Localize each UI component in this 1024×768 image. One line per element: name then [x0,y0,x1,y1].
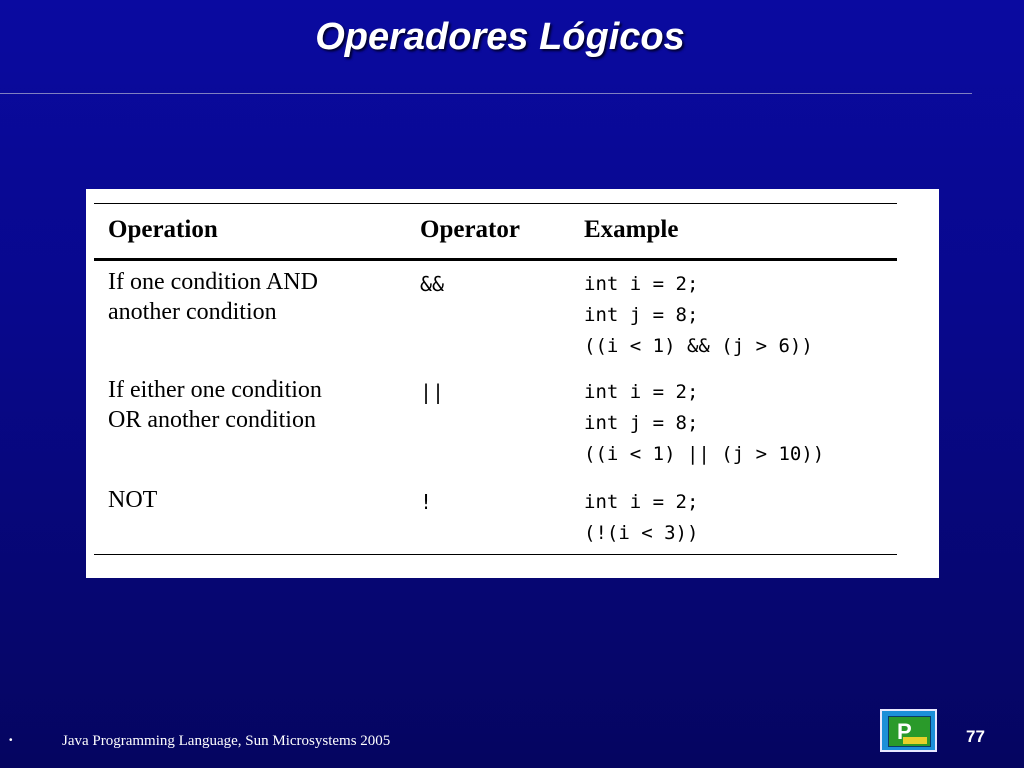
logo-inner [888,716,931,747]
row-or-operator: || [420,380,445,404]
slide-title: Operadores Lógicos [315,16,685,58]
row-and-operator: && [420,272,445,296]
row-or-example: int i = 2; int j = 8; ((i < 1) || (j > 10)) [584,381,825,465]
footer-source: Java Programming Language, Sun Microsystems 2005 [62,733,391,749]
logo-icon [880,709,937,752]
row-and-operation: If one condition AND another condition [108,269,318,325]
logo-letter: P [897,719,912,744]
header-rule [94,258,897,261]
row-and-example: int i = 2; int j = 8; ((i < 1) && (j > 6)) [584,273,813,357]
table-bottom-rule [94,554,897,555]
row-not-operator: ! [420,490,433,514]
header-operator: Operator [420,216,520,243]
header-example: Example [584,216,679,243]
page-number: 77 [966,727,985,746]
row-not-operation: NOT [108,487,158,513]
row-or-operation: If either one condition OR another condition [108,377,322,433]
row-not-example: int i = 2; (!(i < 3)) [584,491,699,544]
header-operation: Operation [108,216,218,243]
title-divider [0,93,972,94]
footer-bullet: • [9,735,13,746]
operators-table [86,189,939,578]
table-top-rule [94,203,897,204]
